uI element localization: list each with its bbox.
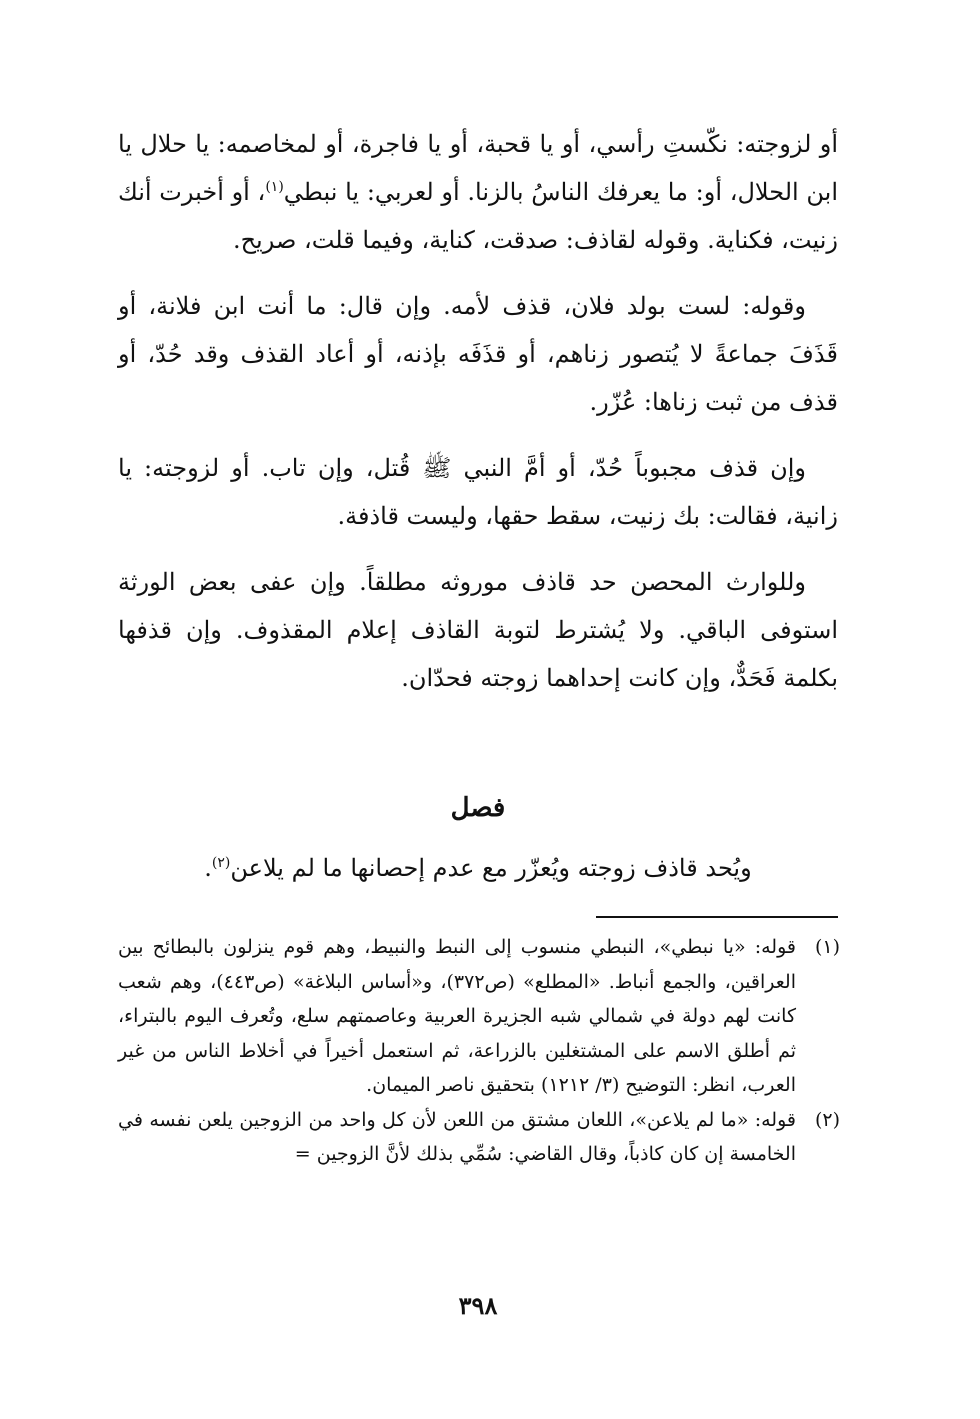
footnote-ref-1[interactable]: (١) bbox=[265, 179, 284, 195]
footnotes bbox=[118, 930, 840, 1172]
paragraph-1-tail: ، أو أخبرت أنك زنيت، فكناية. وقوله لقاذف: صدقت، كناية، وفيما قلت، صريح. bbox=[118, 178, 838, 254]
paragraph-2: وقوله: لست بولد فلان، قذف لأمه. وإن قال: ما أنت ابن فلانة، أو قَذَفَ جماعةً لا يُتصور زناهم، أو قذَفَه بإذنه، أو أعاد القذف وقد حُدّ، أو قذف من ثبت زناها: عُزّر. bbox=[118, 292, 838, 416]
main-text bbox=[118, 120, 838, 720]
footnote-1-text: قوله: «يا نبطي»، النبطي منسوب إلى النبط والنبيط، وهم قوم ينزلون بالبطائح بين العراقين، والجمع أنباط. «المطلع» (ص٣٧٢)، و«أساس البلاغة» (ص٤٤٣)، وهم شعب كانت لهم دولة في شمالي شبه الجزيرة العربية وعاصمتهم سلع، وتُعرف اليوم بالبتراء، ثم أطلق الاسم على المشتغلين بالزراعة، ثم استعمل أخيراً في أخلاط الناس من غير العرب، انظر: التوضيح (٣/ ١٢١٢) بتحقيق ناصر الميمان. bbox=[118, 936, 796, 1096]
section-sentence: ويُحد قاذف زوجته ويُعزّر مع عدم إحصانها ما لم يلاعن bbox=[230, 854, 752, 882]
paragraph-1-text: أو لزوجته: نكّستِ رأسي، أو يا قحبة، أو يا فاجرة، أو لمخاصمه: يا حلال يا ابن الحلال، أو: ما يعرفك الناسُ بالزنا. أو لعربي: يا نبطي bbox=[118, 130, 839, 206]
section-heading: فصل bbox=[450, 793, 506, 823]
paragraph-1 bbox=[118, 120, 838, 264]
paragraph-3: وإن قذف مجبوباً حُدّ، أو أمَّ النبي ﷺ قُتل، وإن تاب. أو لزوجته: يا زانية، فقالت: بك زنيت، سقط حقها، وليست قاذفة. bbox=[118, 454, 838, 530]
footnote-2 bbox=[118, 1103, 840, 1172]
section-period: . bbox=[204, 854, 212, 882]
footnote-ref-2[interactable]: (٢) bbox=[211, 855, 231, 871]
footnote-separator bbox=[596, 916, 838, 918]
footnote-2-number: (٢) bbox=[814, 1108, 840, 1131]
footnote-2-text: قوله: «ما لم يلاعن»، اللعان مشتق من اللعن لأن كل واحد من الزوجين يلعن نفسه في الخامسة إن كان كاذباً، وقال القاضي: سُمِّي بذلك لأنَّ الزوجين = bbox=[118, 1108, 796, 1165]
footnote-1 bbox=[118, 930, 840, 1103]
paragraph-4: وللوارث المحصن حد قاذف موروثه مطلقاً. وإن عفى بعض الورثة استوفى الباقي. ولا يُشترط لتوبة القاذف إعلام المقذوف. وإن قذفها بكلمة فَحَدٌّ، وإن كانت إحداهما زوجته فحدّان. bbox=[118, 568, 838, 692]
page-number: ٣٩٨ bbox=[458, 1291, 498, 1320]
section-text bbox=[118, 846, 838, 890]
footnote-1-number: (١) bbox=[814, 936, 840, 958]
